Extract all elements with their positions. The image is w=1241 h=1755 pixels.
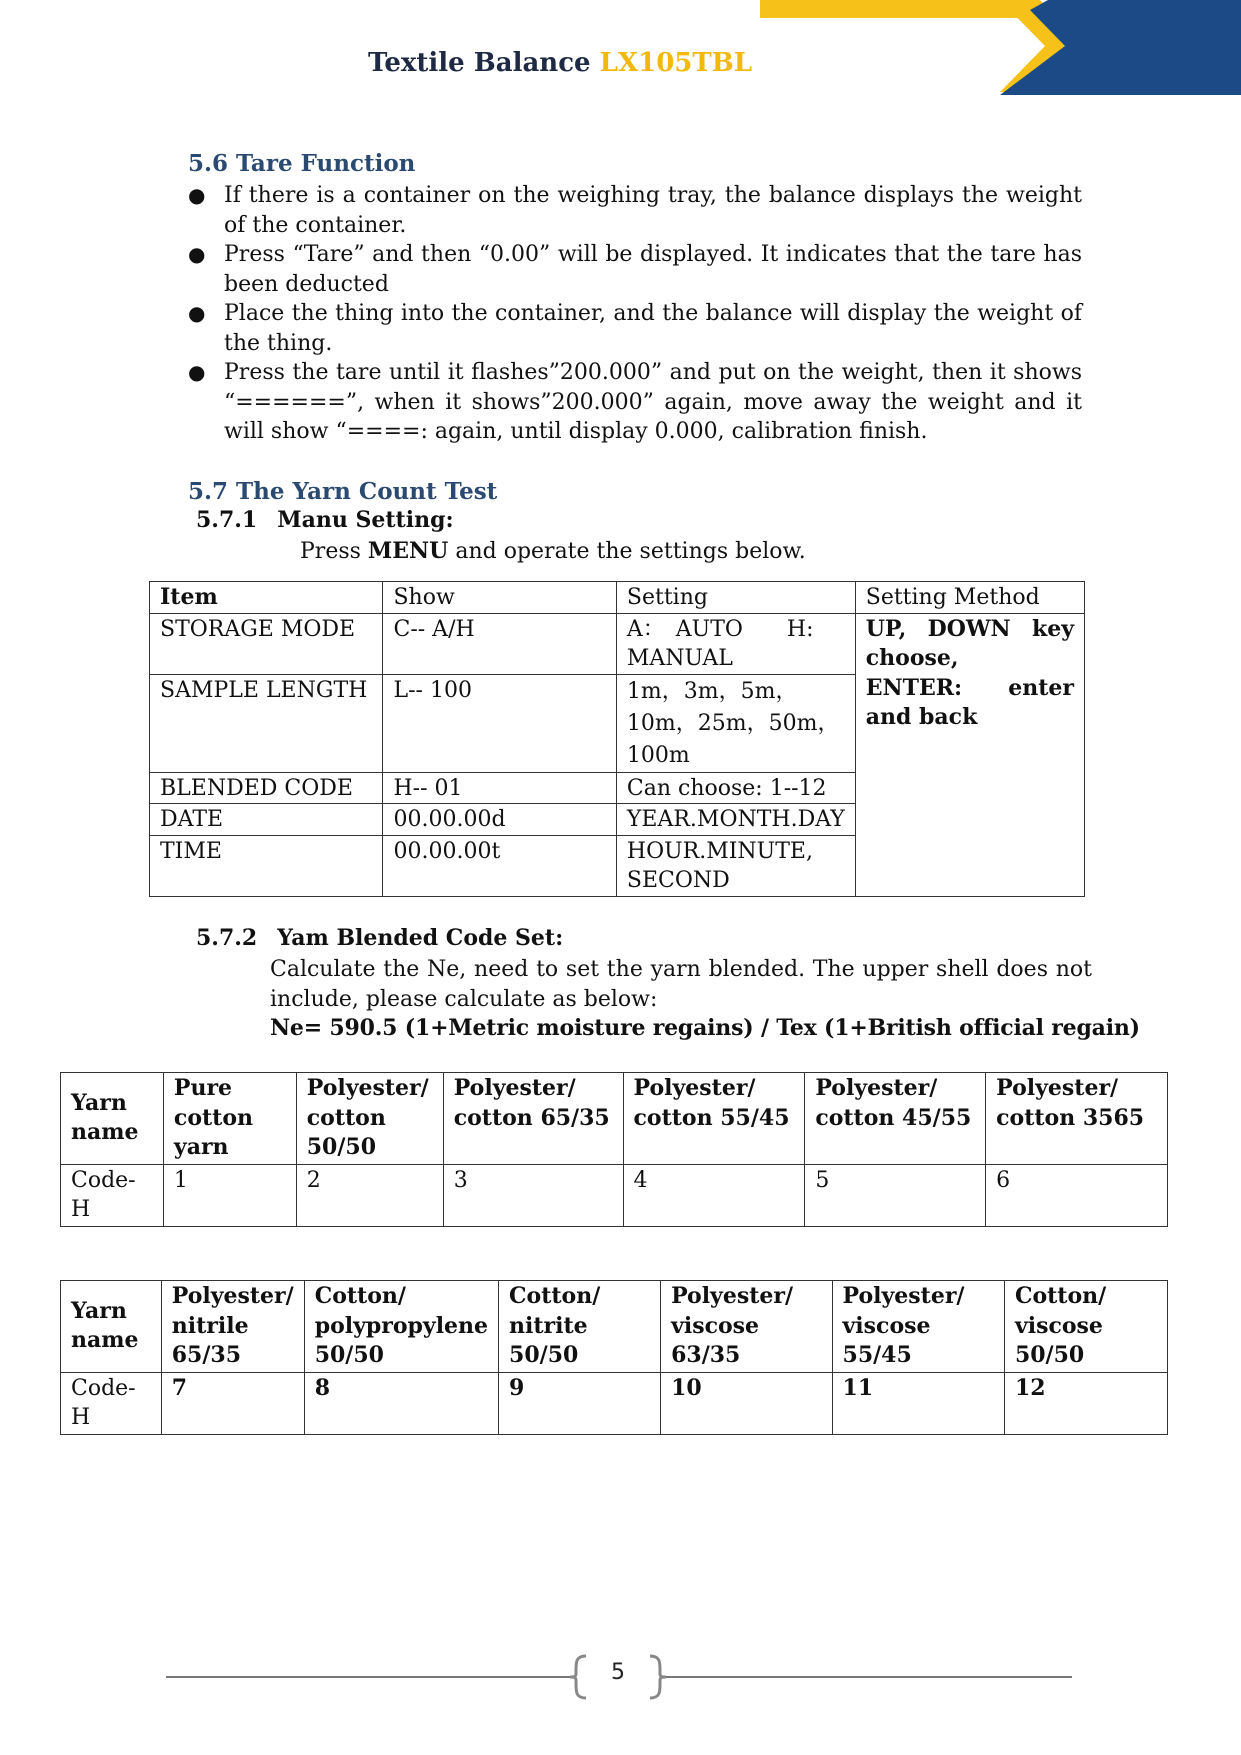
- table-cell: 11: [832, 1372, 1004, 1434]
- subsection-title: Yam Blended Code Set:: [277, 925, 564, 951]
- table-row: [61, 1164, 1168, 1226]
- table-cell: L-- 100: [383, 674, 616, 772]
- bullet-icon: ●: [188, 301, 206, 325]
- subsection-title: Manu Setting:: [277, 507, 454, 533]
- table-cell: 5: [805, 1164, 986, 1226]
- setting-method-line: ENTER: enter and back: [865, 674, 1074, 730]
- table-cell: Cotton/ nitrite 50/50: [499, 1281, 661, 1373]
- list-item: ● Press the tare until it flashes”200.000” and put on the weight, then it shows “======”, when it shows”200.000” again, move away the weight and it will show “====: again, until display 0.000, calibration finish.: [188, 360, 1082, 444]
- header-title: [0, 48, 1120, 78]
- table-cell: Polyester/ viscose 63/35: [661, 1281, 832, 1373]
- blended-code-description: Calculate the Ne, need to set the yarn blended. The upper shell does not include, please calculate as below:: [270, 957, 1092, 1012]
- table-cell: Polyester/ nitrile 65/35: [161, 1281, 304, 1373]
- subsection-5-7-2-heading: [196, 925, 563, 951]
- yarn-name-label: Yarn name: [61, 1281, 162, 1373]
- table-cell: YEAR.MONTH.DAY: [616, 804, 855, 836]
- table-cell: 7: [161, 1372, 304, 1434]
- footer-rule-right: [664, 1676, 1072, 1678]
- table-cell: Polyester/ viscose 55/45: [832, 1281, 1004, 1373]
- table-cell: 00.00.00t: [383, 835, 616, 896]
- yarn-name-label: Yarn name: [61, 1073, 164, 1165]
- table-cell: 1: [163, 1164, 296, 1226]
- table-cell: STORAGE MODE: [150, 613, 383, 674]
- table-cell: Polyester/ cotton 3565: [986, 1073, 1168, 1165]
- table-cell: DATE: [150, 804, 383, 836]
- subsection-5-7-1-heading: [196, 507, 454, 533]
- code-h-label: Code-H: [61, 1372, 162, 1434]
- subsection-number: 5.7.1: [196, 507, 258, 533]
- table-header-cell: Setting: [616, 582, 855, 614]
- table-cell: A： AUTO H: MANUAL: [616, 613, 855, 674]
- table-cell: 8: [304, 1372, 498, 1434]
- table-row: [61, 1281, 1168, 1373]
- table-cell: TIME: [150, 835, 383, 896]
- subsection-number: 5.7.2: [196, 925, 258, 951]
- table-cell: Cotton/ viscose 50/50: [1004, 1281, 1167, 1373]
- table-cell: Can choose: 1--12: [616, 772, 855, 804]
- yarn-code-table-2: [60, 1280, 1168, 1435]
- table-row: [61, 1073, 1168, 1165]
- table-cell: Pure cotton yarn: [163, 1073, 296, 1165]
- table-cell: 10: [661, 1372, 832, 1434]
- table-cell: 6: [986, 1164, 1168, 1226]
- table-cell: BLENDED CODE: [150, 772, 383, 804]
- tare-bullet-list: [188, 181, 1082, 447]
- setting-method-cell: [855, 613, 1084, 896]
- table-cell: Polyester/ cotton 65/35: [443, 1073, 623, 1165]
- code-h-label: Code-H: [61, 1164, 164, 1226]
- table-cell: 1m，3m，5m，10m，25m，50m，100m: [616, 674, 855, 772]
- table-cell: Polyester/ cotton 55/45: [623, 1073, 805, 1165]
- table-cell: 00.00.00d: [383, 804, 616, 836]
- footer-rule-left: [166, 1676, 572, 1678]
- table-cell: HOUR.MINUTE, SECOND: [616, 835, 855, 896]
- header-model: LX105TBL: [599, 48, 752, 78]
- table-header-cell: Show: [383, 582, 616, 614]
- table-cell: H-- 01: [383, 772, 616, 804]
- section-5-6-title: 5.6 Tare Function: [188, 150, 416, 177]
- table-cell: 3: [443, 1164, 623, 1226]
- list-item: ● If there is a container on the weighing tray, the balance displays the weight of the container.: [188, 183, 1082, 238]
- table-row: [150, 613, 1085, 674]
- table-cell: 2: [296, 1164, 443, 1226]
- section-5-7-title: 5.7 The Yarn Count Test: [188, 478, 498, 505]
- header-yellow-bar: [760, 0, 1034, 18]
- table-cell: C-- A/H: [383, 613, 616, 674]
- bullet-icon: ●: [188, 183, 206, 207]
- list-item: ● Press “Tare” and then “0.00” will be displayed. It indicates that the tare has been deducted: [188, 242, 1082, 297]
- menu-settings-table: [149, 581, 1085, 897]
- table-cell: Polyester/ cotton 45/55: [805, 1073, 986, 1165]
- table-cell: 4: [623, 1164, 805, 1226]
- menu-key-label: MENU: [367, 538, 449, 564]
- yarn-code-table-1: [60, 1072, 1168, 1227]
- menu-intro: Press MENU and operate the settings below.: [300, 538, 806, 564]
- table-cell: Cotton/ polypropylene 50/50: [304, 1281, 498, 1373]
- setting-method-line: UP, DOWN key choose,: [865, 615, 1074, 671]
- page-number: 5: [611, 1660, 625, 1685]
- ne-formula: Ne= 590.5 (1+Metric moisture regains) / Tex (1+British official regain): [270, 1015, 1140, 1041]
- bullet-icon: ●: [188, 360, 206, 384]
- table-cell: 12: [1004, 1372, 1167, 1434]
- table-header-cell: Setting Method: [855, 582, 1084, 614]
- table-header-cell: Item: [150, 582, 383, 614]
- table-cell: Polyester/ cotton 50/50: [296, 1073, 443, 1165]
- header-title-text: Textile Balance: [368, 48, 591, 78]
- table-cell: SAMPLE LENGTH: [150, 674, 383, 772]
- table-cell: 9: [499, 1372, 661, 1434]
- table-header-row: [150, 582, 1085, 614]
- bullet-icon: ●: [188, 242, 206, 266]
- list-item: ● Place the thing into the container, and the balance will display the weight of the thing.: [188, 301, 1082, 356]
- table-row: [61, 1372, 1168, 1434]
